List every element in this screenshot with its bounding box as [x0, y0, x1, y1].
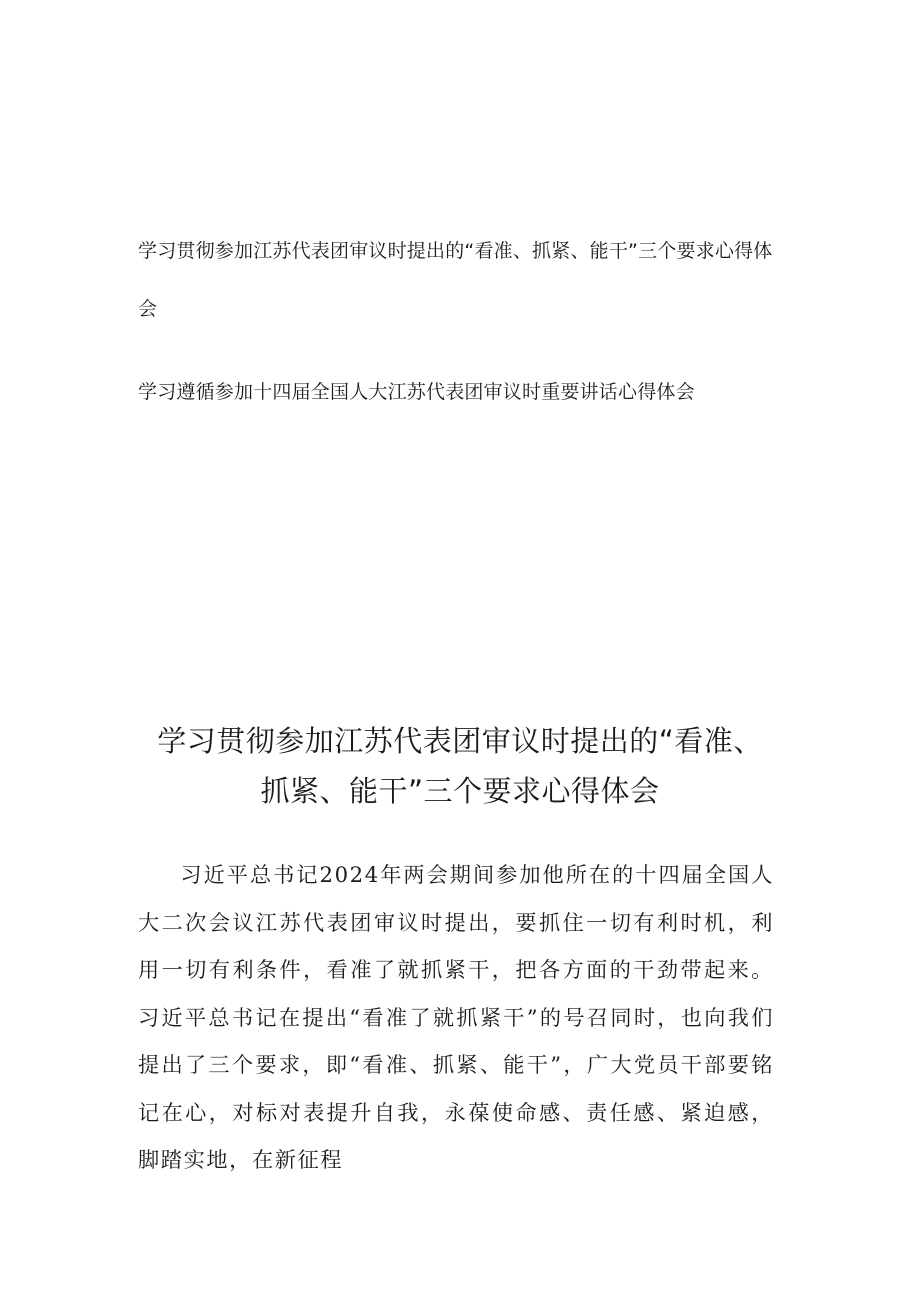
toc-item[interactable]: 学习遵循参加十四届全国人大江苏代表团审议时重要讲话心得体会	[138, 381, 695, 403]
article-title-line-2: 抓紧、能干”三个要求心得体会	[260, 774, 660, 808]
article-paragraph: 习近平总书记2024年两会期间参加他所在的十四届全国人大二次会议江苏代表团审议时提出，要抓住一切有利时机，利用一切有利条件，看准了就抓紧干，把各方面的干劲带起来。习近平总书记在提出“看准了就抓紧干”的号召同时，也向我们提出了三个要求，即“看准、抓紧、能干”，广大党员干部要铭记在心，对标对表提升自我，永葆使命感、责任感、紧迫感，脚踏实地，在新征程	[138, 862, 774, 1172]
table-of-contents	[138, 222, 778, 421]
article-title	[120, 716, 800, 816]
toc-item[interactable]: 学习贯彻参加江苏代表团审议时提出的“看准、抓紧、能干”三个要求心得体会	[138, 240, 773, 320]
article-title-line-1: 学习贯彻参加江苏代表团审议时提出的“看准、	[157, 724, 763, 758]
